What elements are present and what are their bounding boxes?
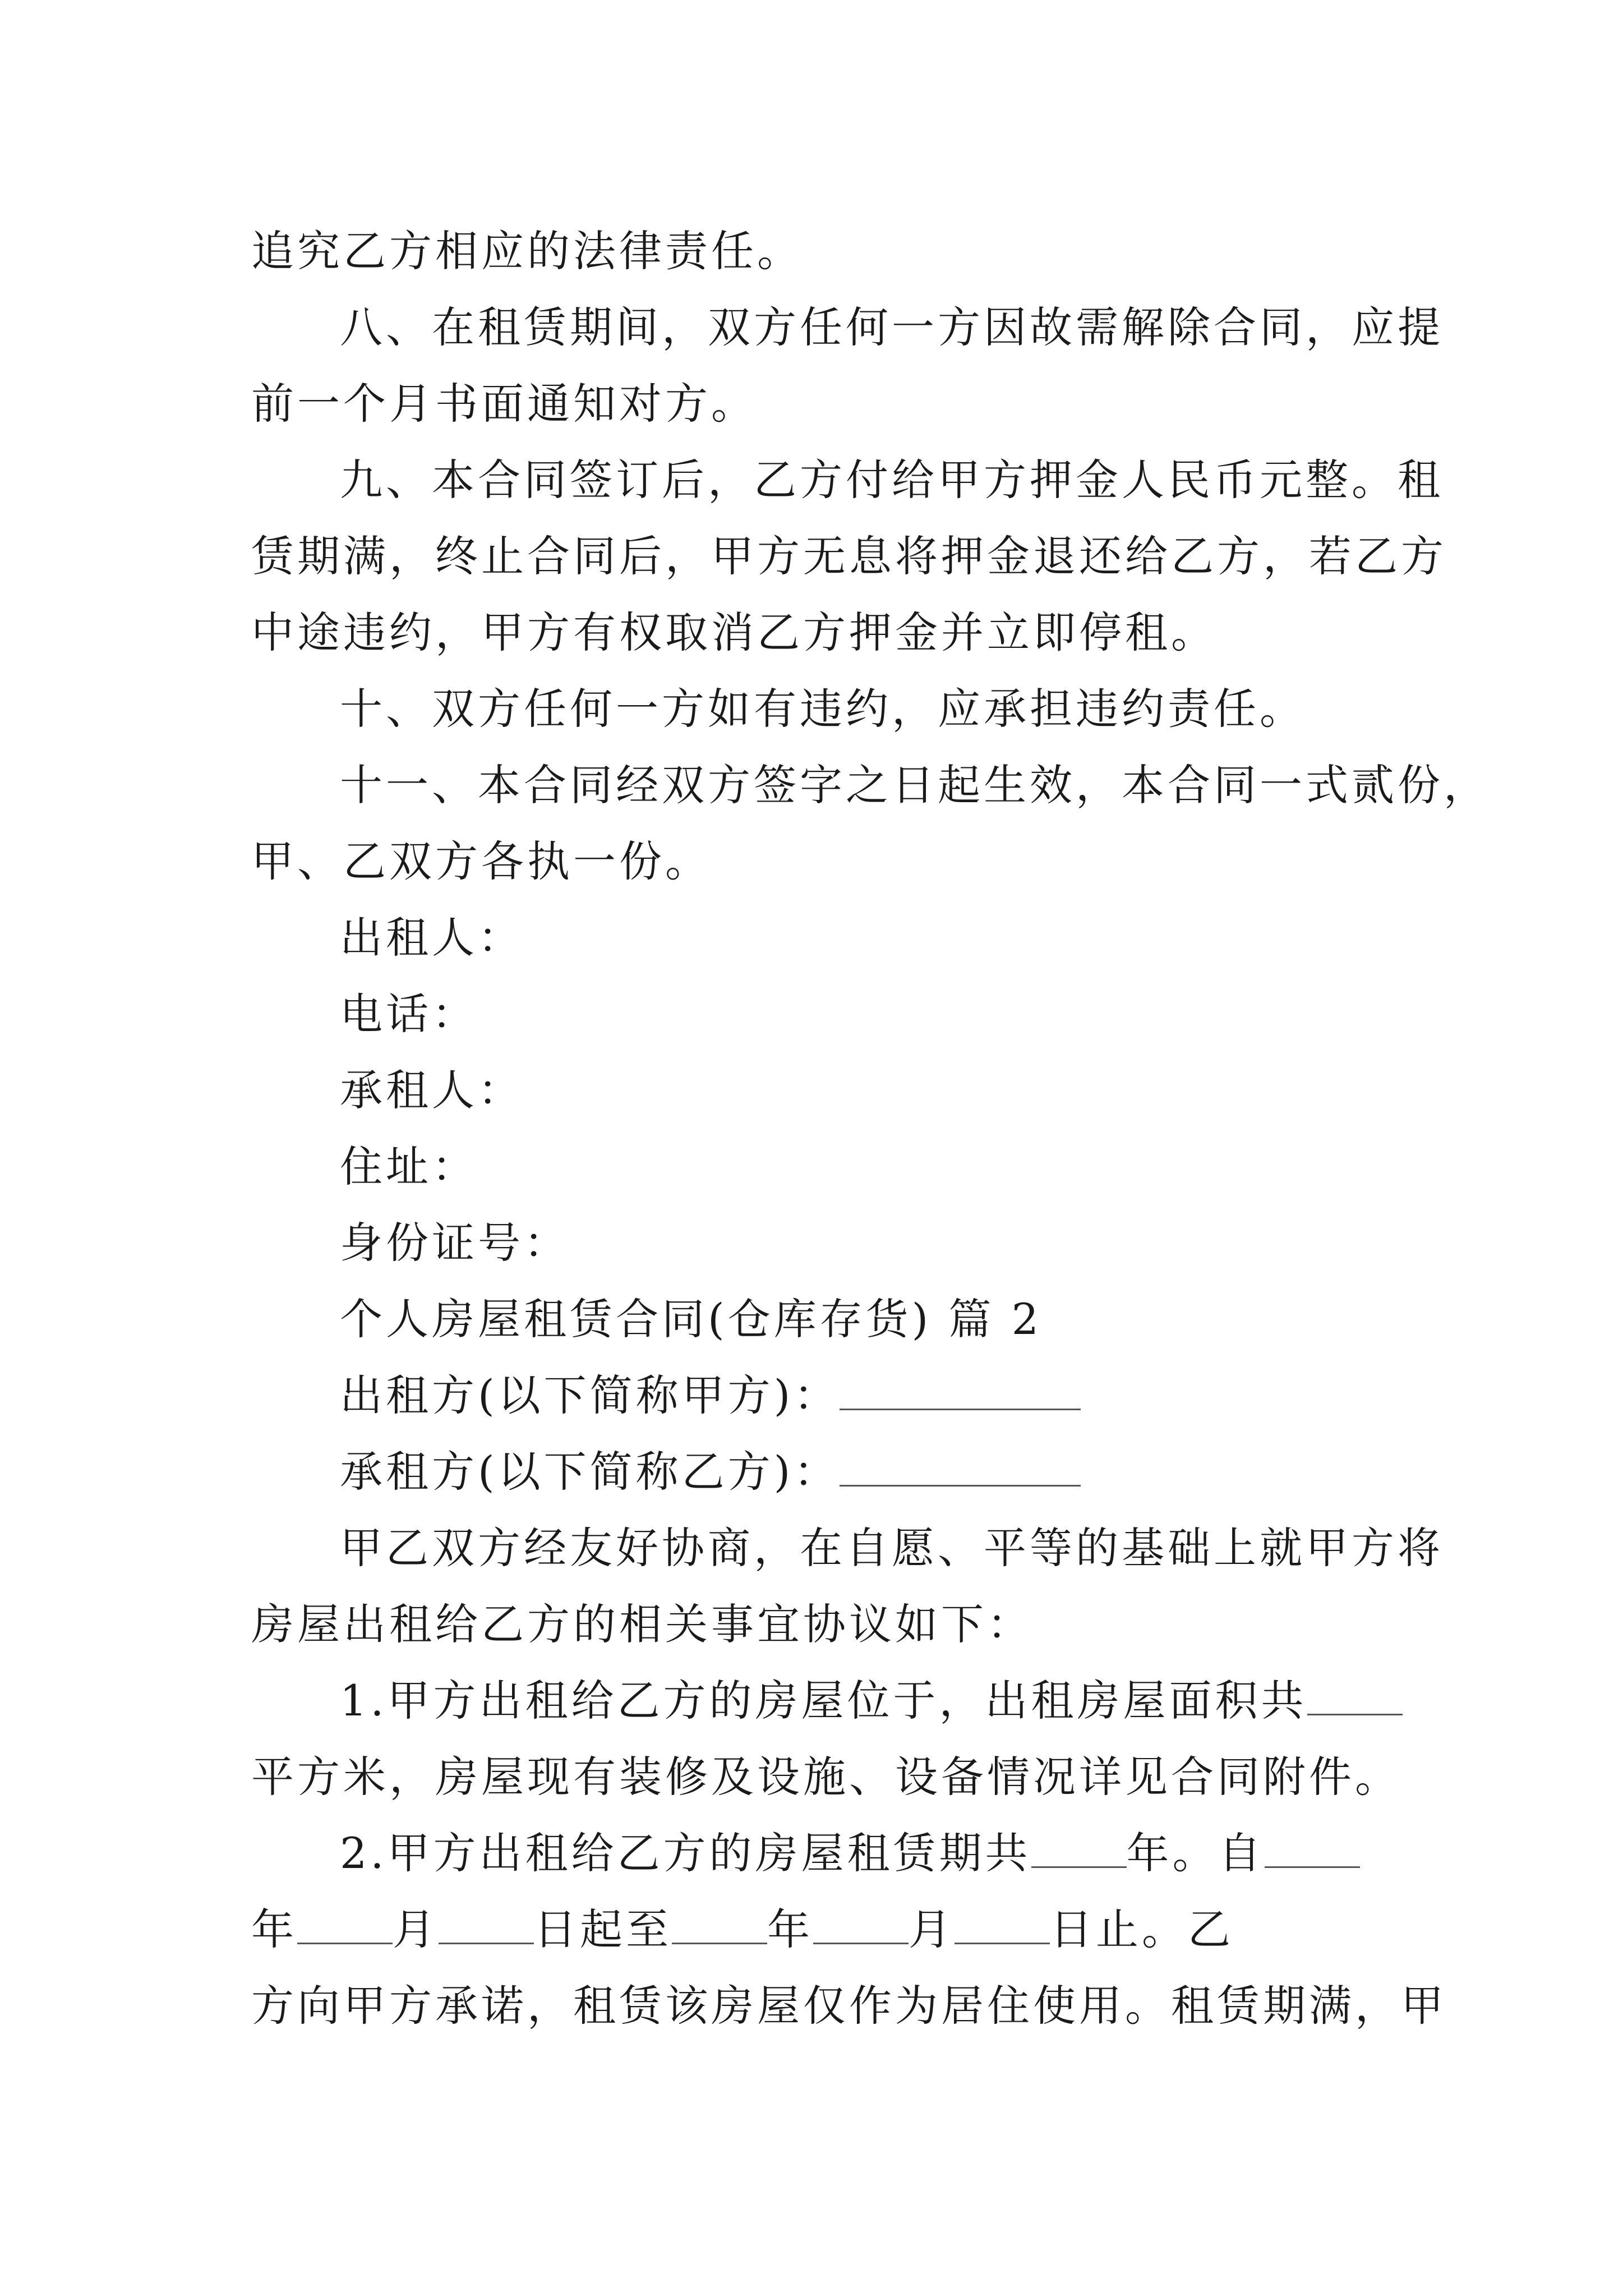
text-line: 方向甲方承诺，租赁该房屋仅作为居住使用。租赁期满，甲 — [251, 1981, 1447, 2031]
party-a-blank — [840, 1375, 1081, 1410]
year-text: 年 — [251, 1904, 297, 1954]
year-text: 年 — [767, 1904, 813, 1954]
text-line: 赁期满，终止合同后，甲方无息将押金退还给乙方，若乙方 — [251, 531, 1447, 581]
end-month-blank — [813, 1909, 909, 1944]
area-blank — [1307, 1680, 1403, 1715]
phone-label: 电话： — [340, 989, 478, 1039]
lessor-label: 出租人： — [340, 913, 524, 963]
start-month-blank — [297, 1909, 393, 1944]
month-text: 月 — [909, 1904, 955, 1954]
lessee-label: 承租人： — [340, 1065, 524, 1115]
day-to-text: 日止。乙 — [1050, 1904, 1234, 1954]
clause-8: 八、在租赁期间，双方任何一方因故需解除合同，应提 — [340, 302, 1444, 352]
clause-11: 十一、本合同经双方签字之日起生效，本合同一式贰份， — [340, 760, 1490, 810]
day-from-text: 日起至 — [534, 1904, 672, 1954]
id-number-label: 身份证号： — [340, 1218, 570, 1268]
address-label: 住址： — [340, 1142, 478, 1191]
clause-10: 十、双方任何一方如有违约，应承担违约责任。 — [340, 684, 1306, 734]
clause-9: 九、本合同签订后，乙方付给甲方押金人民币元整。租 — [340, 455, 1444, 505]
item-1-text: 1.甲方出租给乙方的房屋位于，出租房屋面积共 — [340, 1676, 1307, 1726]
text-line: 前一个月书面通知对方。 — [251, 379, 757, 429]
start-day-blank — [439, 1909, 534, 1944]
document-page — [251, 213, 1490, 2044]
start-year-blank — [1265, 1833, 1360, 1868]
text-line: 房屋出租给乙方的相关事宜协议如下： — [251, 1599, 1033, 1649]
party-b-label: 承租方(以下简称乙方)： — [340, 1447, 840, 1497]
party-a-line — [251, 1358, 1390, 1434]
text-line: 甲、乙双方各执一份。 — [251, 836, 711, 886]
item-1-line — [251, 1663, 1390, 1739]
item-2-text: 2.甲方出租给乙方的房屋租赁期共 — [340, 1828, 1031, 1878]
text-line: 中途违约，甲方有权取消乙方押金并立即停租。 — [251, 608, 1217, 657]
item-2-line — [251, 1815, 1390, 1892]
end-year-blank — [672, 1909, 767, 1944]
party-b-line — [251, 1434, 1390, 1510]
section-title: 个人房屋租赁合同(仓库存货) 篇 2 — [340, 1294, 1042, 1344]
end-day-blank — [955, 1909, 1050, 1944]
intro-paragraph: 甲乙双方经友好协商，在自愿、平等的基础上就甲方将 — [340, 1523, 1444, 1573]
term-years-blank — [1031, 1833, 1127, 1868]
text-line: 追究乙方相应的法律责任。 — [251, 226, 803, 276]
text-line: 平方米，房屋现有装修及设施、设备情况详见合同附件。 — [251, 1752, 1401, 1802]
party-a-label: 出租方(以下简称甲方)： — [340, 1370, 840, 1420]
party-b-blank — [840, 1451, 1081, 1487]
date-range-line — [251, 1892, 1390, 1968]
month-text: 月 — [393, 1904, 439, 1954]
item-2-text-b: 年。自 — [1126, 1828, 1265, 1878]
